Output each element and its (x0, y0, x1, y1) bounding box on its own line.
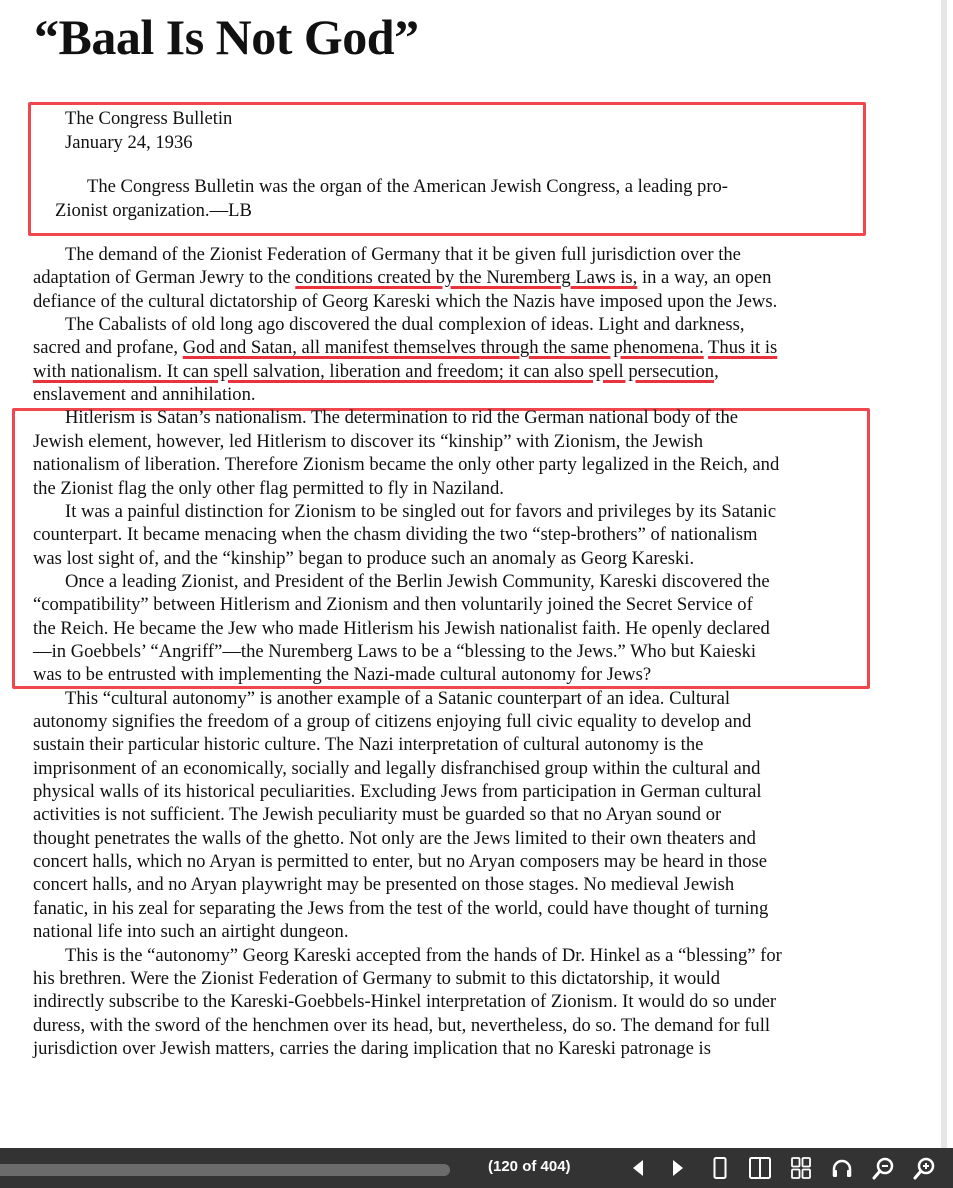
article-line (33, 828, 756, 850)
single-page-icon[interactable] (708, 1156, 732, 1180)
article-line (33, 267, 771, 289)
page-progress-bar[interactable] (0, 1164, 450, 1176)
article-line (33, 524, 757, 546)
editor-note-line: The Congress Bulletin was the organ of the American Jewish Congress, a leading pro- (87, 176, 729, 197)
text-segment: , (714, 360, 719, 382)
text-segment: The Cabalists of old long ago discovered the dual complexion of ideas. Light and darkness, (65, 314, 745, 336)
text-segment: jurisdiction over Jewish matters, carries the daring implication that no Kareski patronage is (33, 1037, 711, 1059)
text-segment: Jewish element, however, led Hitlerism to discover its “kinship” with Zionism, the Jewish (33, 430, 704, 452)
article-line (65, 688, 730, 710)
underlined-phrase: Thus it is (708, 337, 778, 359)
text-segment: counterpart. It became menacing when the chasm dividing the two “step-brothers” of nationalism (33, 524, 758, 546)
article-line (33, 758, 760, 780)
text-segment: activities is not sufficient. The Jewish peculiarity must be guarded so that no Aryan sound or (33, 804, 722, 826)
article-line (33, 618, 770, 640)
article-line (33, 664, 651, 686)
text-segment: was to be entrusted with implementing the Nazi-made cultural autonomy for Jews? (33, 664, 652, 686)
text-segment: indirectly subscribe to the Kareski-Goebbels-Hinkel interpretation of Zionism. It would do so under (33, 991, 777, 1013)
underlined-phrase: God and Satan, all manifest themselves through the same phenomena. (182, 337, 704, 359)
text-segment: “compatibility” between Hitlerism and Zionism and then voluntarily joined the Secret Service of (33, 594, 753, 616)
text-segment: national life into such an airtight dungeon. (33, 921, 349, 943)
editor-note-line: Zionist organization.—LB (55, 200, 252, 221)
text-segment: Hitlerism is Satan’s nationalism. The determination to rid the German national body of the (65, 407, 739, 429)
article-line (33, 641, 756, 663)
underlined-phrase: with nationalism. It can spell salvation, liberation and freedom; it can also spell persecution (33, 360, 715, 382)
text-segment: duress, with the sword of the henchmen over its head, but, nevertheless, do so. The demand for full (33, 1014, 771, 1036)
text-segment: concert halls, which no Aryan is permitted to enter, but no Aryan composers may be heard in those (33, 851, 768, 873)
text-segment: It was a painful distinction for Zionism to be singled out for favors and privileges by its Satanic (65, 500, 777, 522)
zoom-out-icon[interactable] (871, 1156, 895, 1180)
article-line (33, 478, 504, 500)
zoom-in-icon[interactable] (912, 1156, 936, 1180)
article-line (65, 314, 745, 336)
text-segment: thought penetrates the walls of the ghetto. Not only are the Jews limited to their own theaters and (33, 827, 756, 849)
text-segment: This “cultural autonomy” is another example of a Satanic counterpart of an idea. Cultural (65, 687, 731, 709)
article-line (33, 291, 777, 313)
article-line (65, 945, 782, 967)
text-segment: defiance of the cultural dictatorship of Georg Kareski which the Nazis have imposed upon the Jews. (33, 290, 778, 312)
article-line (33, 548, 694, 570)
text-segment: in a way, an open (637, 267, 772, 289)
article-line (33, 594, 753, 616)
text-segment: Once a leading Zionist, and President of the Berlin Jewish Community, Kareski discovered the (65, 570, 770, 592)
text-segment: imprisonment of an economically, socially and legally disfranchised group within the cultural and (33, 757, 761, 779)
article-line (33, 851, 767, 873)
publication-date: January 24, 1936 (65, 132, 193, 153)
article-line (33, 804, 721, 826)
page-title: “Baal Is Not God” (34, 9, 419, 65)
article-line (33, 711, 751, 733)
text-segment: nationalism of liberation. Therefore Zionism became the only other party legalized in the Reich, and (33, 454, 780, 476)
article-line (65, 244, 741, 266)
article-line (33, 454, 779, 476)
page-indicator: (120 of 404) (488, 1158, 571, 1175)
article-line (33, 781, 762, 803)
article-line (65, 571, 770, 593)
read-aloud-icon[interactable] (830, 1156, 854, 1180)
article-line (33, 1038, 711, 1060)
article-line (65, 501, 776, 523)
article-line (33, 968, 720, 990)
article-line (33, 431, 703, 453)
article-line (33, 898, 768, 920)
text-segment: autonomy signifies the freedom of a group of citizens enjoying full civic equality to develop and (33, 711, 752, 732)
text-segment: The demand of the Zionist Federation of Germany that it be given full jurisdiction over the (65, 244, 741, 265)
article-line (65, 407, 738, 429)
two-page-icon[interactable] (748, 1156, 772, 1180)
article-line (33, 384, 256, 406)
article-line (33, 874, 734, 896)
article-line (33, 337, 777, 359)
thumbnails-icon[interactable] (789, 1156, 813, 1180)
article-line (33, 991, 776, 1013)
text-segment: physical walls of its historical peculiarities. Excluding Jews from participation in German cultural (33, 781, 762, 803)
text-segment: This is the “autonomy” Georg Kareski accepted from the hands of Dr. Hinkel as a “blessing” for (65, 944, 782, 966)
next-page-icon[interactable] (666, 1156, 690, 1180)
text-segment: —in Goebbels’ “Angriff”—the Nuremberg Laws to be a “blessing to the Jews.” Who but Kaieski (33, 640, 757, 662)
previous-page-icon[interactable] (626, 1156, 650, 1180)
page-scrollbar[interactable] (941, 0, 947, 1148)
text-segment: the Zionist flag the only other flag permitted to fly in Naziland. (33, 477, 504, 499)
text-segment: sustain their particular historic culture. The Nazi interpretation of cultural autonomy is the (33, 734, 704, 756)
article-line (33, 361, 719, 383)
text-segment: fanatic, in his zeal for separating the Jews from the test of the world, could have thought of turning (33, 897, 769, 919)
article-line (33, 1015, 770, 1037)
underlined-phrase: conditions created by the Nuremberg Laws is, (295, 267, 638, 289)
text-segment: adaptation of German Jewry to the (33, 267, 296, 289)
text-segment: concert halls, and no Aryan playwright may be presented on those stages. No medieval Jewish (33, 874, 735, 896)
article-line (33, 734, 703, 756)
text-segment: his brethren. Were the Zionist Federation of Germany to submit to this dictatorship, it would (33, 967, 721, 989)
text-segment: enslavement and annihilation. (33, 384, 256, 406)
text-segment: was lost sight of, and the “kinship” began to produce such an anomaly as Georg Kareski. (33, 547, 695, 569)
text-segment: sacred and profane, (33, 337, 183, 359)
publication-name: The Congress Bulletin (65, 108, 233, 129)
text-segment: the Reich. He became the Jew who made Hitlerism his Jewish nationalist faith. He openly declared (33, 617, 770, 639)
article-line (33, 921, 349, 943)
